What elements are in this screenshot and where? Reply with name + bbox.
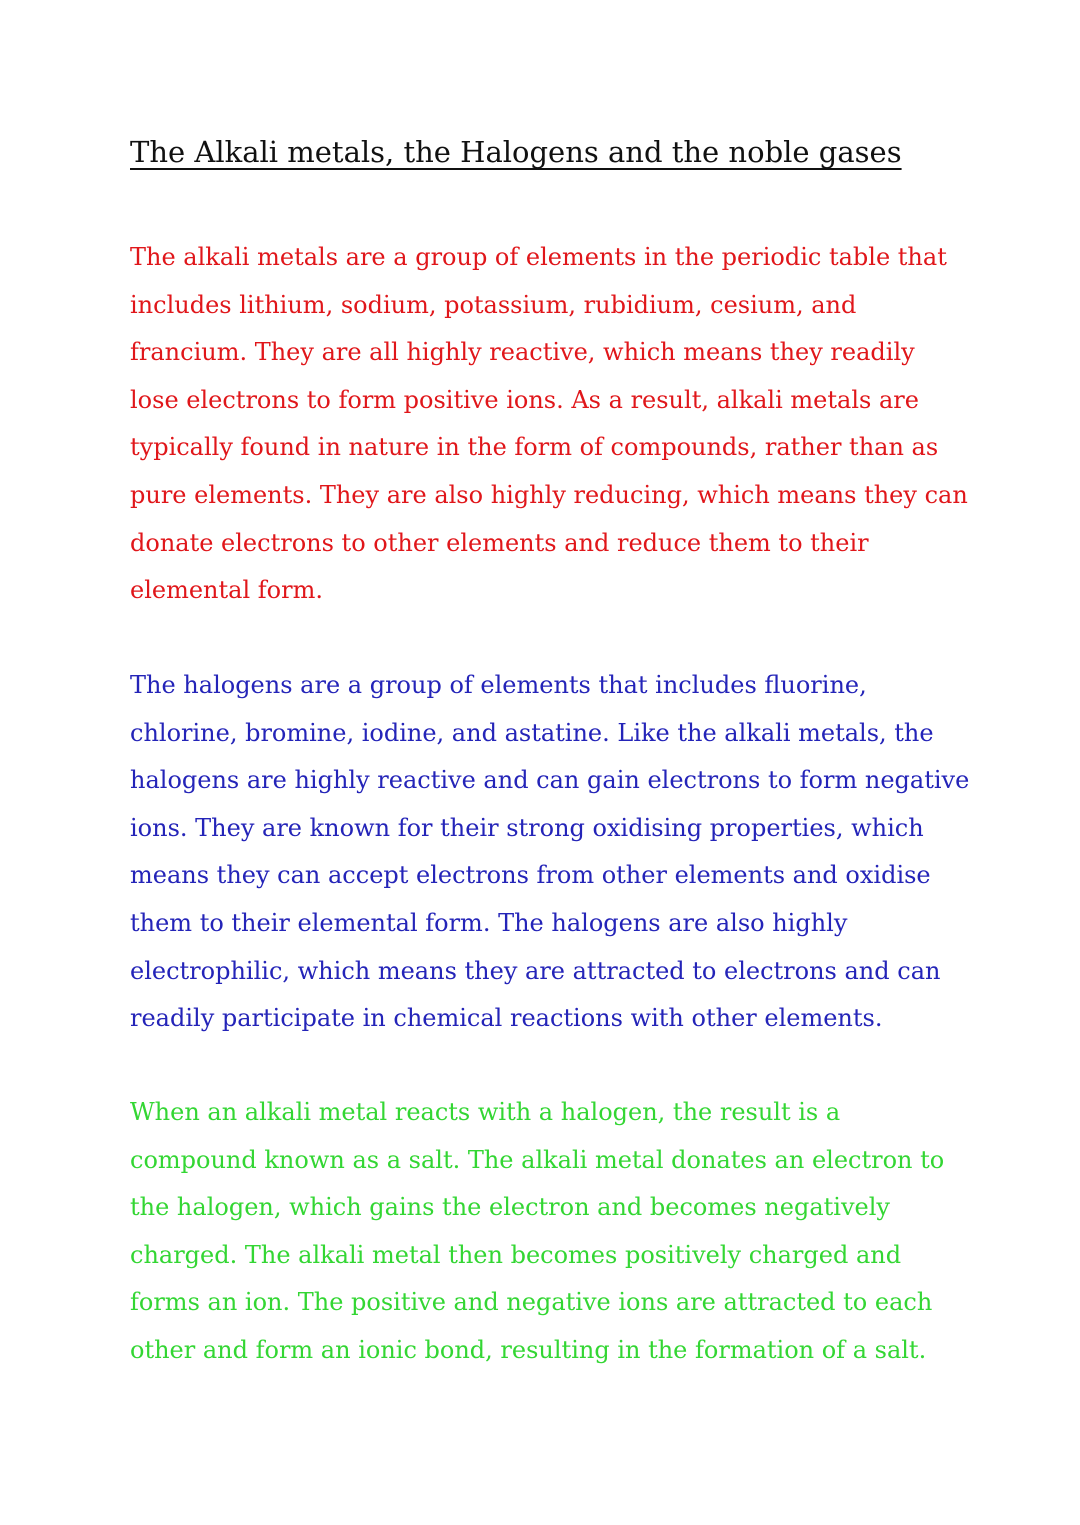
paragraph-line: other and form an ionic bond, resulting in the formation of a salt. [130, 1335, 927, 1364]
paragraph-halogens [130, 662, 970, 1043]
paragraph-alkali-metals [130, 234, 968, 615]
paragraph-line: chlorine, bromine, iodine, and astatine. Like the alkali metals, the [130, 718, 934, 747]
document-title: The Alkali metals, the Halogens and the noble gases [130, 135, 902, 169]
paragraph-line: electrophilic, which means they are attracted to electrons and can [130, 956, 941, 985]
paragraph-line: includes lithium, sodium, potassium, rubidium, cesium, and [130, 290, 857, 319]
paragraph-line: donate electrons to other elements and reduce them to their [130, 528, 869, 557]
paragraph-line: compound known as a salt. The alkali metal donates an electron to [130, 1145, 945, 1174]
paragraph-line: When an alkali metal reacts with a halogen, the result is a [130, 1098, 841, 1126]
paragraph-line: ions. They are known for their strong oxidising properties, which [130, 813, 924, 842]
paragraph-line: pure elements. They are also highly reducing, which means they can [130, 480, 968, 509]
paragraph-line: forms an ion. The positive and negative ions are attracted to each [130, 1288, 933, 1317]
paragraph-line: readily participate in chemical reactions with other elements. [130, 1004, 883, 1033]
paragraph-line: francium. They are all highly reactive, which means they readily [130, 338, 915, 367]
paragraph-line: lose electrons to form positive ions. As a result, alkali metals are [130, 385, 919, 414]
paragraph-line: typically found in nature in the form of compounds, rather than as [130, 433, 939, 462]
paragraph-line: means they can accept electrons from other elements and oxidise [130, 861, 931, 890]
paragraph-line: elemental form. [130, 576, 323, 605]
paragraph-line: charged. The alkali metal then becomes positively charged and [130, 1240, 902, 1269]
paragraph-line: them to their elemental form. The halogens are also highly [130, 908, 848, 937]
paragraph-line: The halogens are a group of elements that includes fluorine, [130, 671, 867, 699]
paragraph-line: halogens are highly reactive and can gain electrons to form negative [130, 766, 970, 795]
paragraph-salt-formation [130, 1089, 960, 1375]
paragraph-line: the halogen, which gains the electron and becomes negatively [130, 1193, 890, 1222]
paragraph-line: The alkali metals are a group of elements in the periodic table that [130, 243, 947, 271]
